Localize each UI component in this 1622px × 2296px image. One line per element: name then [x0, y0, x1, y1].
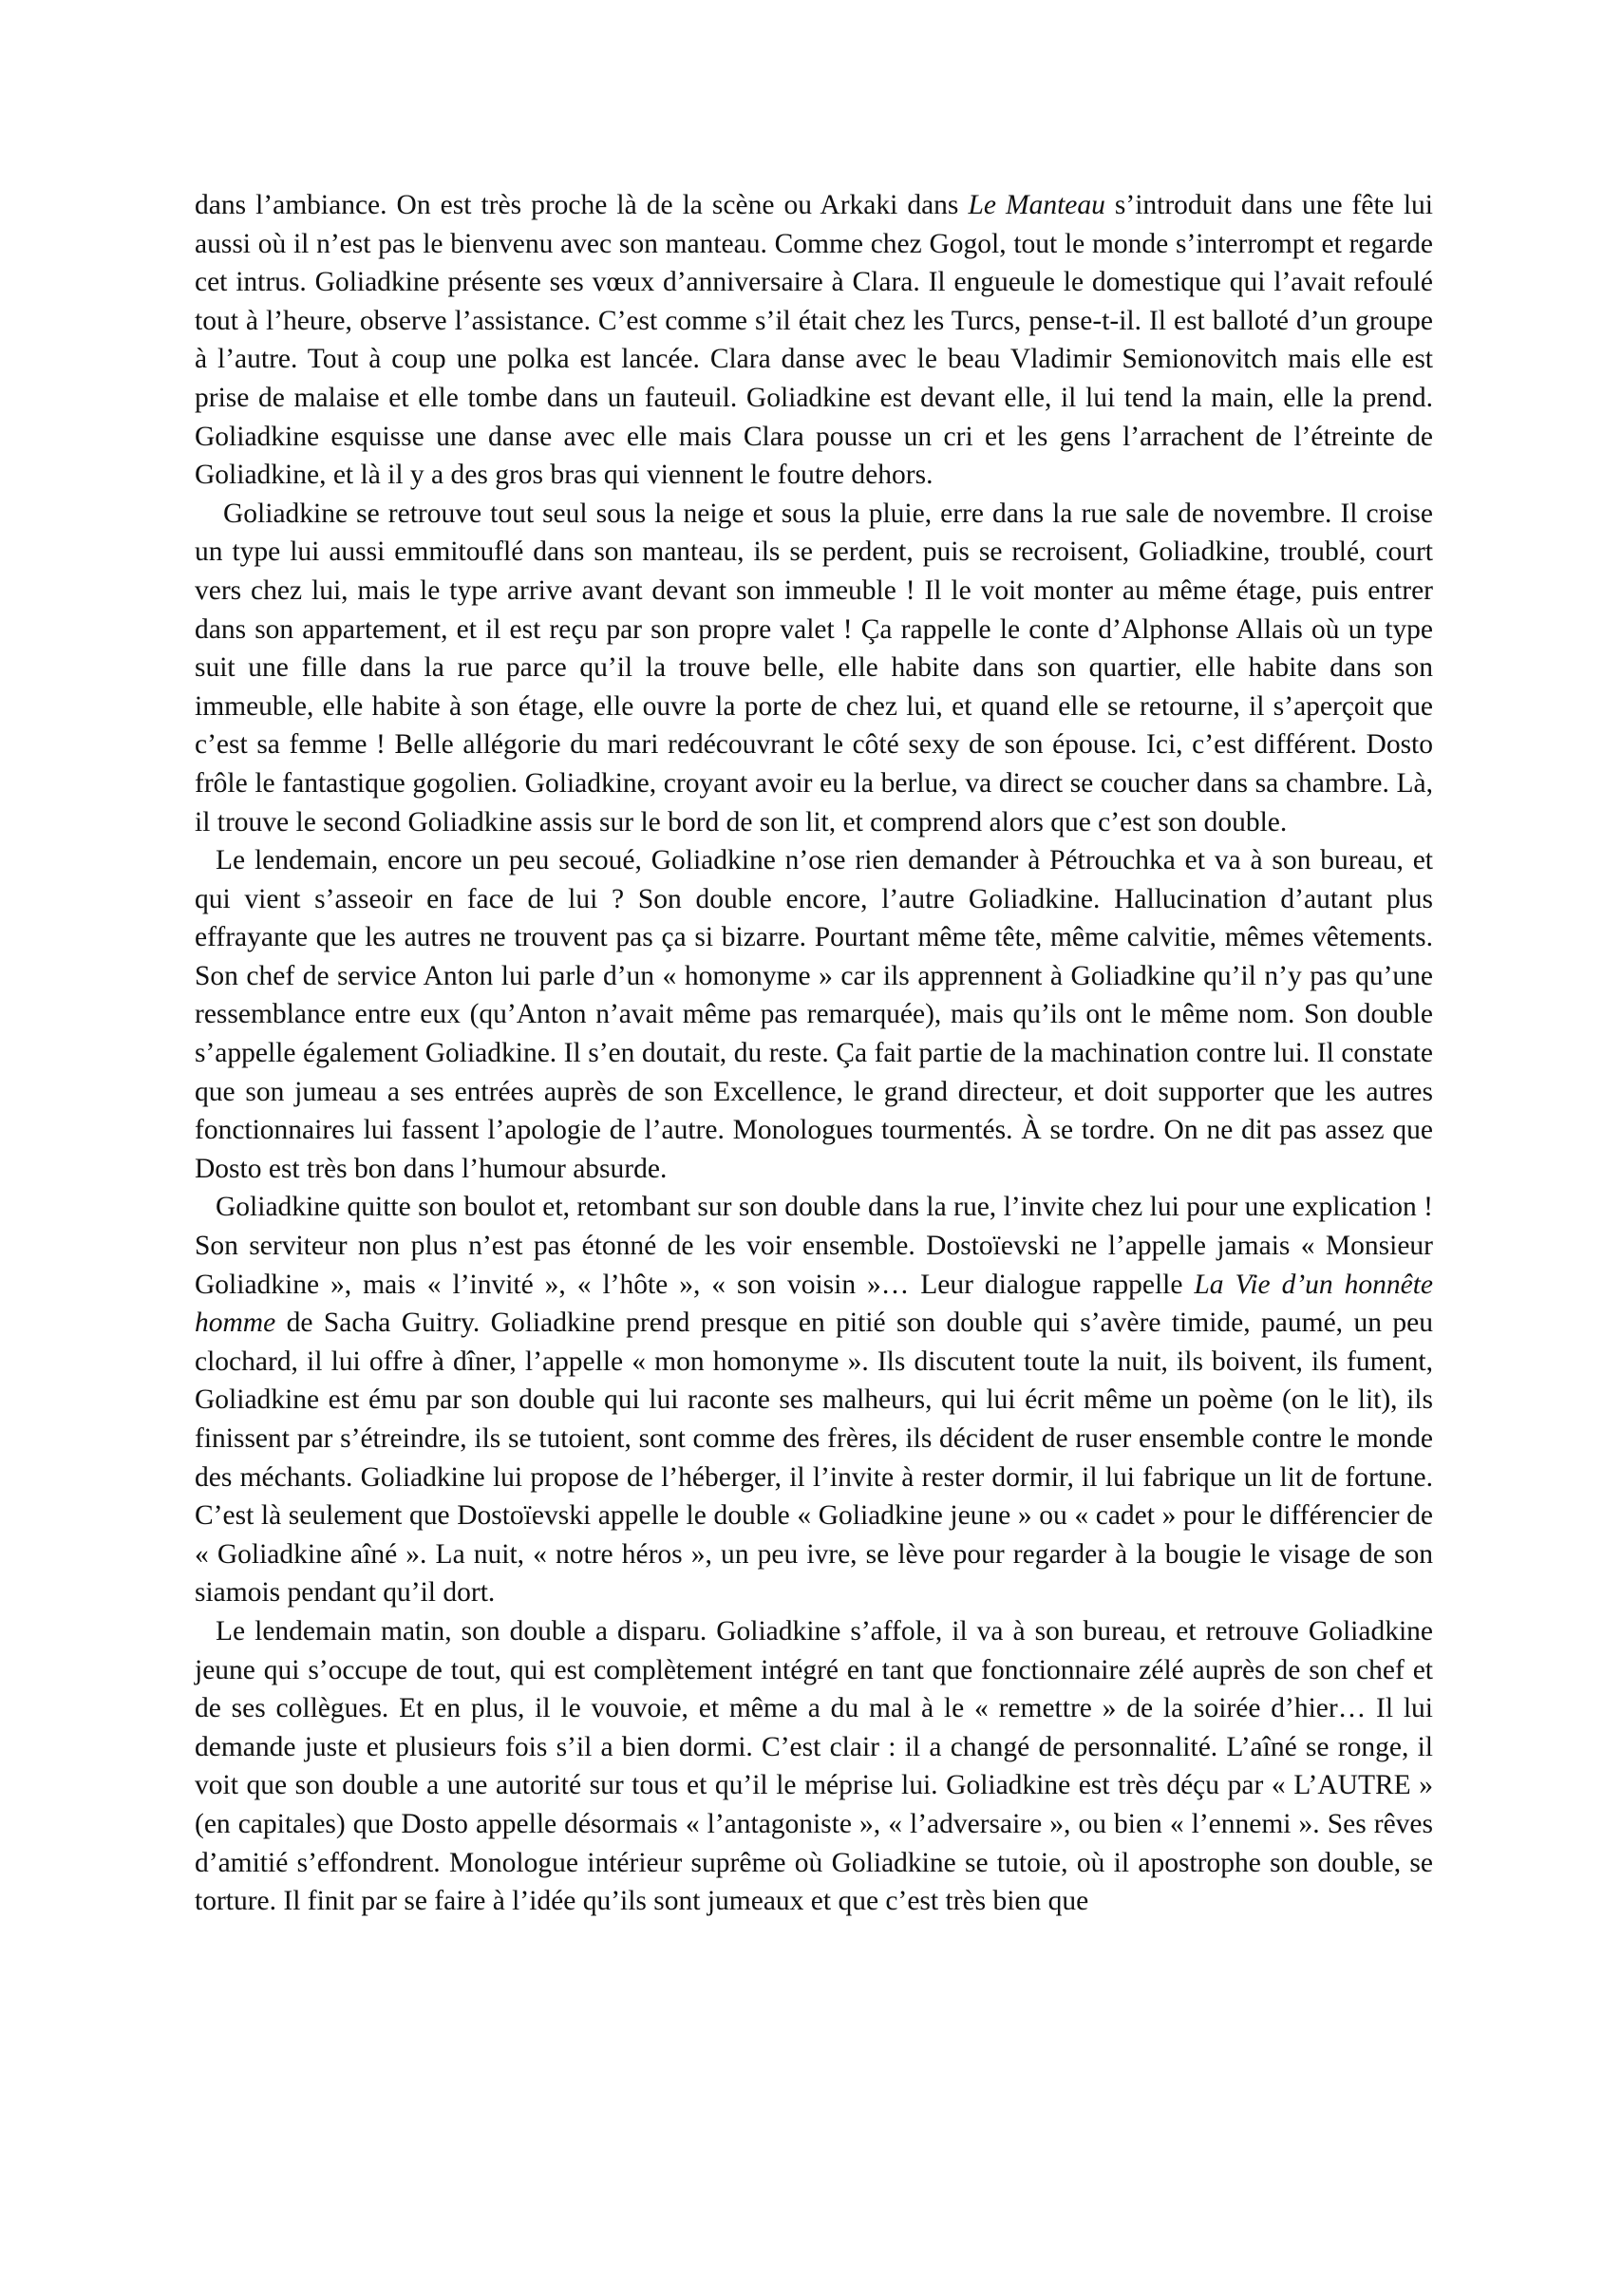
document-page — [195, 186, 1433, 1921]
text-span: Le lendemain, encore un peu secoué, Goliadkine n’ose rien demander à Pétrouchka et va à son bureau, et qui vient s’asseoir en face de lui ? Son double encore, l’autre Goliadkine. Hallucination d’autant plus effrayante que les autres ne trouvent pas ça si bizarre. Pourtant même tête, même calvitie, mêmes vêtements. Son chef de service Anton lui parle d’un « homonyme » car ils apprennent à Goliadkine qu’il n’y pas qu’une ressemblance entre eux (qu’Anton n’avait même pas remarquée), mais qu’ils ont le même nom. Son double s’appelle également Goliadkine. Il s’en doutait, du reste. Ça fait partie de la machination contre lui. Il constate que son jumeau a ses entrées auprès de son Excellence, le grand directeur, et doit supporter que les autres fonctionnaires lui fassent l’apologie de l’autre. Monologues tourmentés. À se tordre. On ne dit pas assez que Dosto est très bon dans l’humour absurde. — [195, 845, 1433, 1184]
title-le-manteau: Le Manteau — [968, 190, 1105, 220]
text-span: Goliadkine quitte son boulot et, retombant sur son double dans la rue, l’invite chez lui pour une explication ! Son serviteur non plus n’est pas étonné de les voir ensemble. Dostoïevski ne l’appelle jamais « Monsieur Goliadkine », mais « l’invité », « l’hôte », « son voisin »… Leur dialogue rappelle — [195, 1192, 1433, 1300]
paragraph-2 — [195, 495, 1433, 841]
paragraph-5 — [195, 1612, 1433, 1921]
text-span: Le lendemain matin, son double a disparu. Goliadkine s’affole, il va à son bureau, et retrouve Goliadkine jeune qui s’occupe de tout, qui est complètement intégré en tant que fonctionnaire zélé auprès de son chef et de ses collègues. Et en plus, il le vouvoie, et même a du mal à le « remettre » de la soirée d’hier… Il lui demande juste et plusieurs fois s’il a bien dormi. C’est clair : il a changé de personnalité. L’aîné se ronge, il voit que son double a une autorité sur tous et qu’il le méprise lui. Goliadkine est très déçu par « L’AUTRE » (en capitales) que Dosto appelle désormais « l’antagoniste », « l’adversaire », ou bien « l’ennemi ». Ses rêves d’amitié s’effondrent. Monologue intérieur suprême où Goliadkine se tutoie, où il apostrophe son double, se torture. Il finit par se faire à l’idée qu’ils sont jumeaux et que c’est très bien que — [195, 1615, 1433, 1917]
text-span: s’introduit dans une fête lui aussi où il n’est pas le bienvenu avec son manteau. Comme chez Gogol, tout le monde s’interrompt et regarde cet intrus. Goliadkine présente ses vœux d’anniversaire à Clara. Il engueule le domestique qui l’avait refoulé tout à l’heure, observe l’assistance. C’est comme s’il était chez les Turcs, pense-t-il. Il est balloté d’un groupe à l’autre. Tout à coup une polka est lancée. Clara danse avec le beau Vladimir Semionovitch mais elle est prise de malaise et elle tombe dans un fauteuil. Goliadkine est devant elle, il lui tend la main, elle la prend. Goliadkine esquisse une danse avec elle mais Clara pousse un cri et les gens l’arrachent de l’étreinte de Goliadkine, et là il y a des gros bras qui viennent le foutre dehors. — [195, 190, 1433, 491]
text-span: dans l’ambiance. On est très proche là de la scène ou Arkaki dans — [195, 190, 969, 220]
paragraph-1 — [195, 186, 1433, 495]
text-span: Goliadkine se retrouve tout seul sous la neige et sous la pluie, erre dans la rue sale de novembre. Il croise un type lui aussi emmitouflé dans son manteau, ils se perdent, puis se recroisent, Goliadkine, troublé, court vers chez lui, mais le type arrive avant devant son immeuble ! Il le voit monter au même étage, puis entrer dans son appartement, et il est reçu par son propre valet ! Ça rappelle le conte d’Alphonse Allais où un type suit une fille dans la rue parce qu’il la trouve belle, elle habite dans son quartier, elle habite dans son immeuble, elle habite à son étage, elle ouvre la porte de chez lui, et quand elle se retourne, il s’aperçoit que c’est sa femme ! Belle allégorie du mari redécouvrant le côté sexy de son épouse. Ici, c’est différent. Dosto frôle le fantastique gogolien. Goliadkine, croyant avoir eu la berlue, va direct se coucher dans sa chambre. Là, il trouve le second Goliadkine assis sur le bord de son lit, et comprend alors que c’est son double. — [195, 498, 1433, 837]
title-la-vie-dun-honnete-homme: La Vie d’un honnête homme — [195, 1269, 1434, 1339]
text-span: de Sacha Guitry. Goliadkine prend presque en pitié son double qui s’avère timide, paumé, un peu clochard, il lui offre à dîner, l’appelle « mon homonyme ». Ils discutent toute la nuit, ils boivent, ils fument, Goliadkine est ému par son double qui lui raconte ses malheurs, qui lui écrit même un poème (on le lit), ils finissent par s’étreindre, ils se tutoient, sont comme des frères, ils décident de ruser ensemble contre le monde des méchants. Goliadkine lui propose de l’héberger, il l’invite à rester dormir, il lui fabrique un lit de fortune. C’est là seulement que Dostoïevski appelle le double « Goliadkine jeune » ou « cadet » pour le différencier de « Goliadkine aîné ». La nuit, « notre héros », un peu ivre, se lève pour regarder à la bougie le visage de son siamois pendant qu’il dort. — [195, 1308, 1433, 1609]
paragraph-3 — [195, 841, 1433, 1188]
paragraph-4 — [195, 1188, 1433, 1612]
